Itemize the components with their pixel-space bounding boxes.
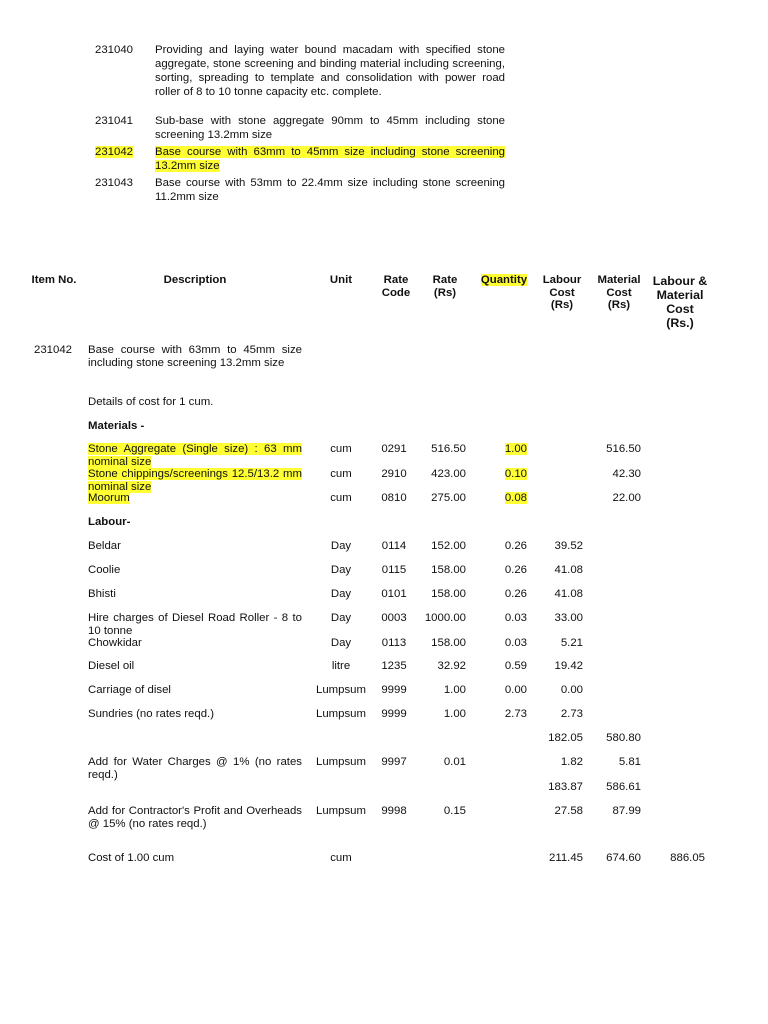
- material-rate: 275.00: [431, 492, 466, 504]
- labour-quantity: 0.03: [504, 637, 527, 649]
- labour-cost: 19.42: [554, 660, 583, 672]
- final-cost-unit: cum: [330, 852, 352, 864]
- labour-description: Diesel oil: [88, 660, 135, 672]
- details-label: Details of cost for 1 cum.: [88, 396, 214, 408]
- labour-quantity: 2.73: [504, 708, 527, 720]
- materials-label: Materials -: [88, 420, 145, 432]
- labour-description: Beldar: [88, 540, 121, 552]
- spec-text: Sub-base with stone aggregate 90mm to 45mm including stone screening 13.2mm size: [155, 115, 505, 141]
- profit-rate-code: 9998: [381, 805, 407, 817]
- labour-rate-code: 1235: [381, 660, 407, 672]
- labour-cost: 5.21: [560, 637, 583, 649]
- labour-description: Carriage of disel: [88, 684, 171, 696]
- subtotal-labour: 182.05: [548, 732, 583, 744]
- labour-quantity: 0.03: [504, 612, 527, 624]
- labour-unit: Lumpsum: [315, 708, 366, 720]
- profit-unit: Lumpsum: [315, 805, 366, 817]
- labour-cost: 2.73: [560, 708, 583, 720]
- spec-code: 231043: [95, 177, 134, 189]
- material-rate: 516.50: [431, 443, 466, 455]
- highlight: 0.10: [504, 468, 527, 480]
- labour-unit: litre: [331, 660, 351, 672]
- material-unit: cum: [330, 443, 352, 455]
- final-total-cost: 886.05: [670, 852, 705, 864]
- water-charges-rate: 0.01: [443, 756, 466, 768]
- subtotal-labour: 183.87: [548, 781, 583, 793]
- labour-quantity: 0.59: [504, 660, 527, 672]
- spec-code-highlighted: [95, 145, 133, 159]
- highlight: 1.00: [504, 443, 527, 455]
- labour-unit: Lumpsum: [315, 684, 366, 696]
- subtotal-material: 580.80: [606, 732, 641, 744]
- labour-description: Chowkidar: [88, 637, 142, 649]
- header-rate: Rate (Rs): [432, 274, 458, 299]
- labour-unit: Day: [330, 588, 352, 600]
- labour-rate: 158.00: [431, 564, 466, 576]
- material-description: [88, 443, 302, 468]
- labour-rate: 1.00: [443, 684, 466, 696]
- item-description: Base course with 63mm to 45mm size including stone screening 13.2mm size: [88, 344, 302, 369]
- water-charges-unit: Lumpsum: [315, 756, 366, 768]
- spec-text: Base course with 53mm to 22.4mm size including stone screening 11.2mm size: [155, 177, 505, 203]
- labour-cost: 41.08: [554, 588, 583, 600]
- material-cost: 22.00: [612, 492, 641, 504]
- material-description: [88, 468, 302, 493]
- labour-label: Labour-: [88, 516, 131, 528]
- labour-quantity: 0.26: [504, 564, 527, 576]
- material-rate-code: 0291: [381, 443, 407, 455]
- water-charges-description: Add for Water Charges @ 1% (no rates reqd.): [88, 756, 302, 781]
- labour-rate: 152.00: [431, 540, 466, 552]
- material-quantity: [467, 492, 527, 505]
- labour-rate-code: 9999: [381, 708, 407, 720]
- spec-text-highlighted: [155, 145, 505, 173]
- labour-cost: 39.52: [554, 540, 583, 552]
- material-unit: cum: [330, 492, 352, 504]
- labour-quantity: 0.26: [504, 588, 527, 600]
- labour-rate: 1000.00: [424, 612, 466, 624]
- labour-rate-code: 0115: [381, 564, 407, 576]
- material-quantity: [467, 443, 527, 456]
- highlight: 0.08: [504, 492, 527, 504]
- labour-description: Coolie: [88, 564, 121, 576]
- labour-rate-code: 0114: [381, 540, 407, 552]
- highlight: Base course with 63mm to 45mm size including stone screening 13.2mm size: [155, 146, 505, 172]
- material-rate: 423.00: [431, 468, 466, 480]
- highlight: Stone Aggregate (Single size) : 63 mm nominal size: [88, 443, 302, 468]
- labour-rate-code: 0003: [381, 612, 407, 624]
- spec-text: Providing and laying water bound macadam with specified stone aggregate, stone screening and binding material including screening, sorting, spreading to template and consolidation with power road roller of 8 to 10 tonne capacity etc. complete.: [155, 44, 505, 98]
- material-cost: 516.50: [606, 443, 641, 455]
- labour-cost: 0.00: [560, 684, 583, 696]
- labour-cost: 33.00: [554, 612, 583, 624]
- header-material-cost: Material Cost (Rs): [597, 274, 641, 311]
- labour-rate: 1.00: [443, 708, 466, 720]
- labour-description: Hire charges of Diesel Road Roller - 8 to 10 tonne: [88, 612, 302, 637]
- material-rate-code: 2910: [381, 468, 407, 480]
- subtotal-material: 586.61: [606, 781, 641, 793]
- labour-rate-code: 0101: [381, 588, 407, 600]
- header-item-no: Item No.: [31, 274, 77, 286]
- final-labour-cost: 211.45: [549, 852, 583, 864]
- water-charges-material: 5.81: [618, 756, 641, 768]
- labour-rate: 158.00: [431, 588, 466, 600]
- labour-rate-code: 0113: [381, 637, 407, 649]
- final-material-cost: 674.60: [606, 852, 641, 864]
- labour-unit: Day: [330, 540, 352, 552]
- material-cost: 42.30: [612, 468, 641, 480]
- highlight: Quantity: [480, 274, 528, 286]
- highlight: 231042: [95, 146, 134, 158]
- header-labour-cost: Labour Cost (Rs): [542, 274, 582, 311]
- labour-unit: Day: [330, 564, 352, 576]
- highlight: Moorum: [88, 492, 130, 504]
- material-description: [88, 492, 302, 505]
- labour-rate: 32.92: [437, 660, 466, 672]
- labour-rate: 158.00: [431, 637, 466, 649]
- labour-quantity: 0.00: [504, 684, 527, 696]
- header-description: Description: [163, 274, 227, 286]
- header-unit: Unit: [329, 274, 353, 286]
- material-rate-code: 0810: [381, 492, 407, 504]
- highlight: Stone chippings/screenings 12.5/13.2 mm nominal size: [88, 468, 302, 493]
- profit-description: Add for Contractor's Profit and Overheads @ 15% (no rates reqd.): [88, 805, 302, 830]
- spec-code: 231040: [95, 44, 134, 56]
- water-charges-rate-code: 9997: [381, 756, 407, 768]
- material-unit: cum: [330, 468, 352, 480]
- profit-labour: 27.58: [554, 805, 583, 817]
- labour-quantity: 0.26: [504, 540, 527, 552]
- item-number: 231042: [34, 344, 73, 356]
- header-rate-code: Rate Code: [381, 274, 411, 299]
- labour-unit: Day: [330, 612, 352, 624]
- header-total-cost: Labour & Material Cost (Rs.): [652, 274, 708, 330]
- material-quantity: [467, 468, 527, 481]
- labour-description: Bhisti: [88, 588, 116, 600]
- labour-rate-code: 9999: [381, 684, 407, 696]
- profit-material: 87.99: [612, 805, 641, 817]
- profit-rate: 0.15: [443, 805, 466, 817]
- final-cost-description: Cost of 1.00 cum: [88, 852, 175, 864]
- water-charges-labour: 1.82: [560, 756, 583, 768]
- header-quantity: [477, 274, 531, 287]
- labour-description: Sundries (no rates reqd.): [88, 708, 214, 720]
- labour-cost: 41.08: [554, 564, 583, 576]
- spec-code: 231041: [95, 115, 134, 127]
- labour-unit: Day: [330, 637, 352, 649]
